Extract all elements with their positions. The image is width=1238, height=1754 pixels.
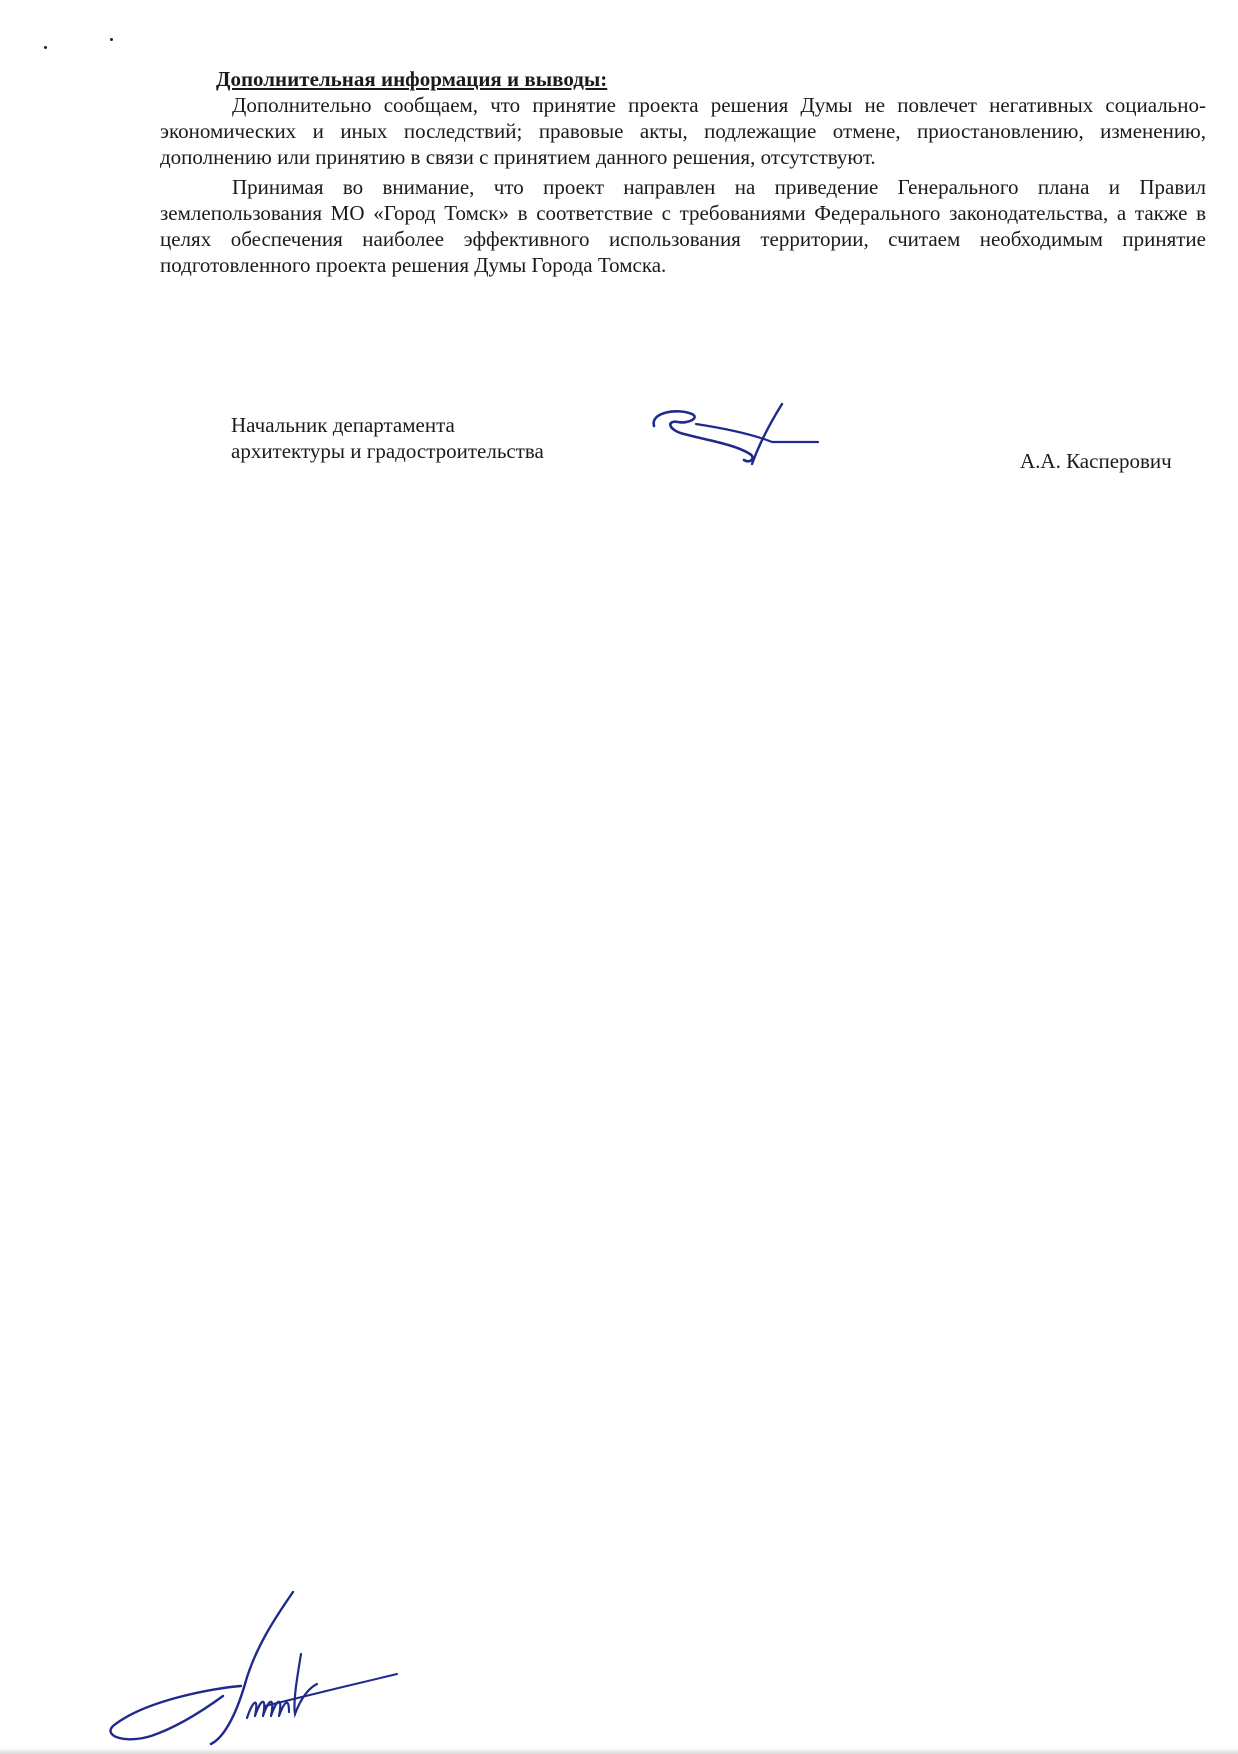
scan-bottom-edge [0,1748,1238,1754]
initials-signature-icon [105,1588,400,1746]
section-heading: Дополнительная информация и выводы: [216,67,608,91]
document-body [160,66,1206,278]
paragraph-consequences: Дополнительно сообщаем, что принятие проекта решения Думы не повлечет негативных социально-экономических и иных последствий; правовые акты, подлежащие отмене, приостановлению, изменению, дополнению или принятию в связи с принятием данного решения, отсутствуют. [160,93,1206,169]
signatory-title [231,412,544,464]
signatory-title-line-1: Начальник департамента [231,413,455,437]
signatory-name: А.А. Касперович [1020,449,1172,473]
scan-speck [110,38,113,41]
signature-icon [648,398,824,472]
paragraph-conclusion: Принимая во внимание, что проект направлен на приведение Генерального плана и Правил землепользования МО «Город Томск» в соответствие с требованиями Федерального законодательства, а также в целях обеспечения наиболее эффективного использования территории, считаем необходимым принятие подготовленного проекта решения Думы Города Томска. [160,175,1206,277]
signatory-title-line-2: архитектуры и градостроительства [231,439,544,463]
scan-speck [44,46,47,49]
